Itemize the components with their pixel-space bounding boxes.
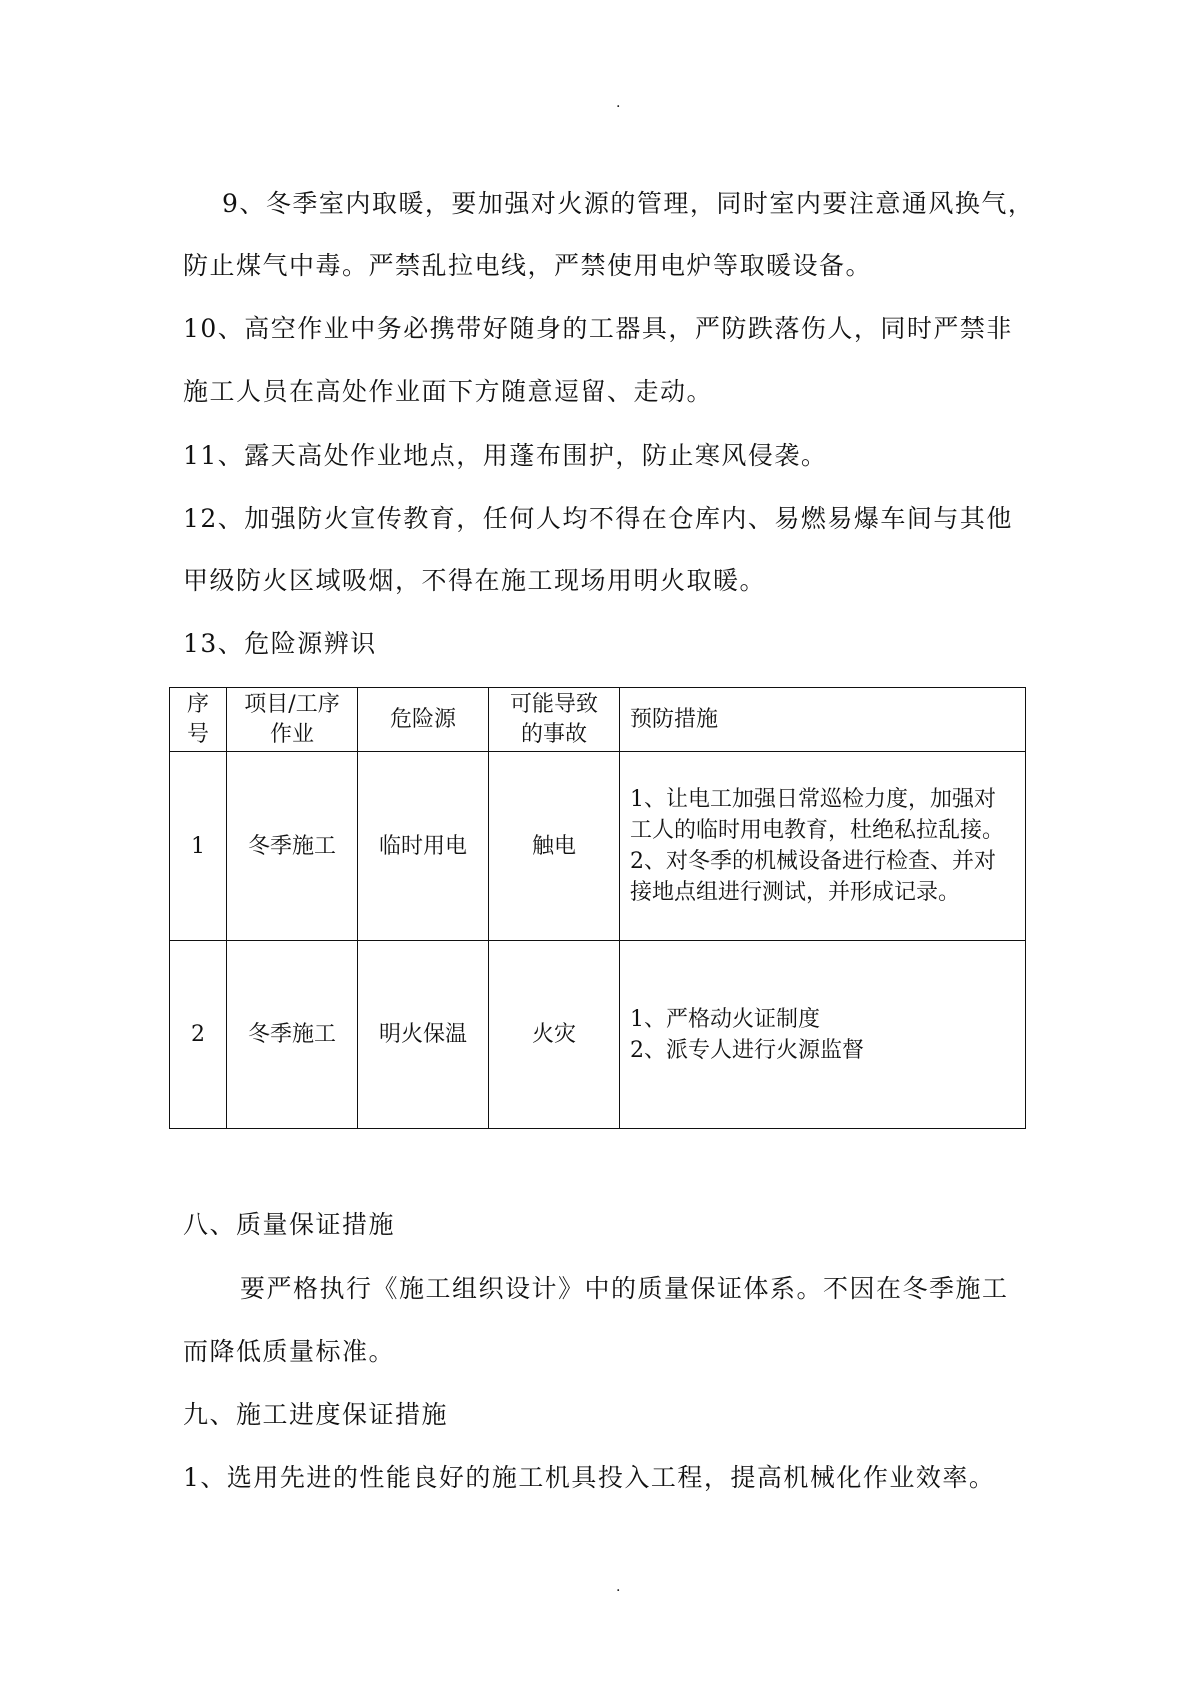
header-accident-line-2: 的事故 [520,721,587,747]
row-2-no: 2 [170,941,227,1129]
paragraph-10-line-1: 10、高空作业中务必携带好随身的工器具，严防跌落伤人，同时严禁非 [183,314,1013,343]
paragraph-13-heading: 13、危险源辨识 [183,629,377,658]
row-2-prevention-line-2: 2、派专人进行火源监督 [630,1037,864,1063]
row-1-prevention-line-2: 工人的临时用电教育，杜绝私拉乱接。 [630,818,1005,843]
header-item-line-2: 作业 [269,721,314,747]
header-accident [489,688,620,752]
row-1-prevention-line-1: 1、让电工加强日常巡检力度，加强对 [630,787,996,812]
table-row [170,752,1026,941]
header-prevention: 预防措施 [620,688,1026,752]
section-8-title: 八、质量保证措施 [183,1210,396,1239]
header-no-line-2: 号 [186,721,209,747]
paragraph-12-line-1: 12、加强防火宣传教育，任何人均不得在仓库内、易燃易爆车间与其他 [183,504,1013,533]
page-mark-bottom: . [616,1579,621,1595]
row-2-source: 明火保温 [358,941,489,1129]
table-header-row [170,688,1026,752]
row-1-source: 临时用电 [358,752,489,941]
row-2-prevention-line-1: 1、严格动火证制度 [630,1006,820,1032]
header-no-line-1: 序 [186,691,209,717]
paragraph-11: 11、露天高处作业地点，用蓬布围护，防止寒风侵袭。 [183,441,828,470]
row-1-prevention [620,752,1026,941]
page-mark-top: . [616,95,621,111]
row-2-accident: 火灾 [489,941,620,1129]
header-source: 危险源 [358,688,489,752]
header-item-line-1: 项目/工序 [244,691,340,717]
paragraph-9-line-2: 防止煤气中毒。严禁乱拉电线，严禁使用电炉等取暖设备。 [183,251,873,280]
section-8-body-line-2: 而降低质量标准。 [183,1337,396,1366]
section-9-item-1: 1、选用先进的性能良好的施工机具投入工程，提高机械化作业效率。 [183,1463,996,1492]
row-2-item: 冬季施工 [227,941,358,1129]
row-1-item: 冬季施工 [227,752,358,941]
header-accident-line-1: 可能导致 [509,691,598,717]
table-row [170,941,1026,1129]
row-2-prevention [620,941,1026,1129]
hazard-identification-table [169,687,1026,1129]
section-9-title: 九、施工进度保证措施 [183,1400,449,1429]
paragraph-12-line-2: 甲级防火区域吸烟，不得在施工现场用明火取暖。 [183,566,767,595]
paragraph-9-line-1: 9、冬季室内取暖，要加强对火源的管理，同时室内要注意通风换气， [222,189,1035,218]
paragraph-10-line-2: 施工人员在高处作业面下方随意逗留、走动。 [183,377,714,406]
row-1-prevention-line-4: 接地点组进行测试，并形成记录。 [630,880,961,905]
header-item [227,688,358,752]
row-1-prevention-line-3: 2、对冬季的机械设备进行检查、并对 [630,849,996,874]
section-8-body-line-1: 要严格执行《施工组织设计》中的质量保证体系。不因在冬季施工 [240,1274,1009,1303]
header-no [170,688,227,752]
row-1-accident: 触电 [489,752,620,941]
row-1-no: 1 [170,752,227,941]
